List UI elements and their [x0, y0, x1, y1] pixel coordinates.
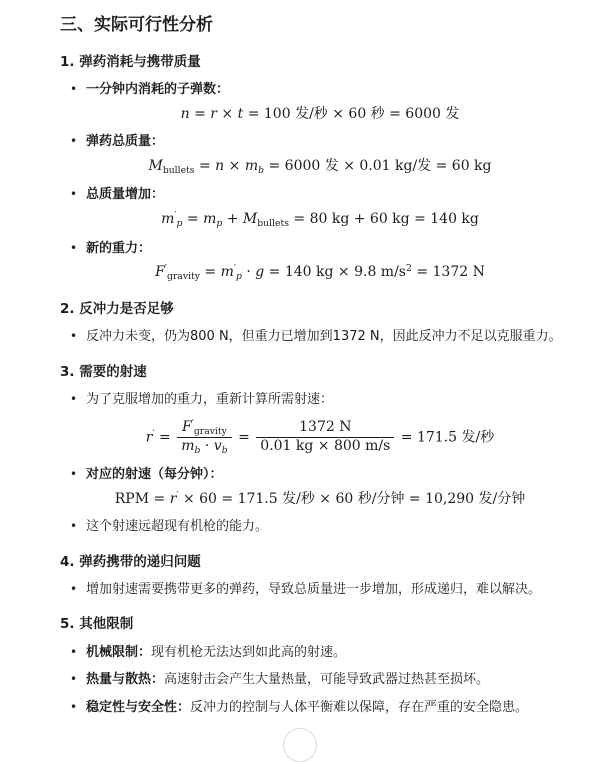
list-item	[86, 671, 580, 689]
formula-gravity: F′gravity = m′p · g = 140 kg × 9.8 $m/s^2 = 1372$ N	[155, 263, 485, 283]
section-heading: 3. 需要的射速	[60, 363, 147, 380]
bullet-list	[60, 391, 580, 536]
formula-rpm: RPM = r′ × 60 = 171.5 发/秒 × 60 秒/分钟 = 10,290 发/分钟	[114, 489, 526, 507]
list-item	[86, 581, 580, 599]
formula-bullet-count: n = r × t = 100 发/秒 × 60 秒 = 6000 发	[180, 105, 460, 122]
item-label: 弹药总质量：	[86, 134, 165, 150]
bullet-list	[60, 644, 580, 717]
list-item	[86, 186, 580, 229]
item-text: 为了克服增加的重力，重新计算所需射速：	[86, 392, 334, 408]
item-text: 这个射速远超现有机枪的能力。	[86, 519, 269, 535]
section-heading: 2. 反冲力是否足够	[60, 301, 174, 318]
item-text: 反冲力的控制与人体平衡难以保障，存在严重的安全隐患。	[190, 699, 529, 715]
list-item	[86, 518, 580, 536]
formula-total-mass: m′p = mp + Mbullets = 80 kg + 60 kg = 140 kg	[161, 209, 479, 229]
formula-ammo-mass: Mbullets = n × mb = 6000 发 × 0.01 kg/发 = 60 kg	[148, 157, 492, 176]
item-lead: 稳定性与安全性：	[86, 699, 191, 715]
formula-required-rate: r′ = $\frac{F'gravity}{mb \cdot vb}$ = $\frac{1372 N}{0.01 kg \times 800 m/s}$ = 171.5 发/秒	[145, 417, 495, 456]
section-ammo-recursion	[60, 553, 580, 599]
item-label: 一分钟内消耗的子弹数：	[86, 82, 230, 98]
section-heading: 1. 弹药消耗与携带质量	[60, 54, 201, 71]
item-label: 对应的射速（每分钟）：	[86, 467, 223, 483]
item-text: 增加射速需要携带更多的弹药，导致总质量进一步增加，形成递归，难以解决。	[86, 581, 542, 597]
bullet-list	[60, 81, 580, 283]
scroll-to-bottom-button[interactable]	[283, 728, 317, 762]
bullet-list	[60, 328, 580, 346]
list-item	[86, 391, 580, 456]
list-item	[86, 240, 580, 283]
page-title: 三、实际可行性分析	[60, 15, 213, 35]
section-heading: 4. 弹药携带的递归问题	[60, 553, 201, 570]
item-text: 高速射击会产生大量热量，可能导致武器过热甚至损坏。	[164, 672, 490, 688]
section-heading: 5. 其他限制	[60, 616, 134, 633]
list-item	[86, 466, 580, 508]
item-lead: 热量与散热：	[86, 672, 165, 688]
item-label: 新的重力：	[86, 240, 152, 256]
section-required-fire-rate	[60, 363, 580, 536]
item-label: 总质量增加：	[86, 187, 165, 203]
item-text: 现有机枪无法达到如此高的射速。	[151, 644, 347, 660]
item-text: 反冲力未变，仍为800 N，但重力已增加到1372 N，因此反冲力不足以克服重力。	[86, 329, 562, 345]
list-item	[86, 81, 580, 123]
section-other-limits	[60, 615, 580, 716]
section-ammo-consumption	[60, 53, 580, 283]
list-item	[86, 699, 580, 717]
list-item	[86, 644, 580, 662]
list-item	[86, 133, 580, 176]
item-lead: 机械限制：	[86, 644, 152, 660]
list-item	[86, 328, 580, 346]
bullet-list	[60, 581, 580, 599]
section-recoil-sufficiency	[60, 300, 580, 346]
